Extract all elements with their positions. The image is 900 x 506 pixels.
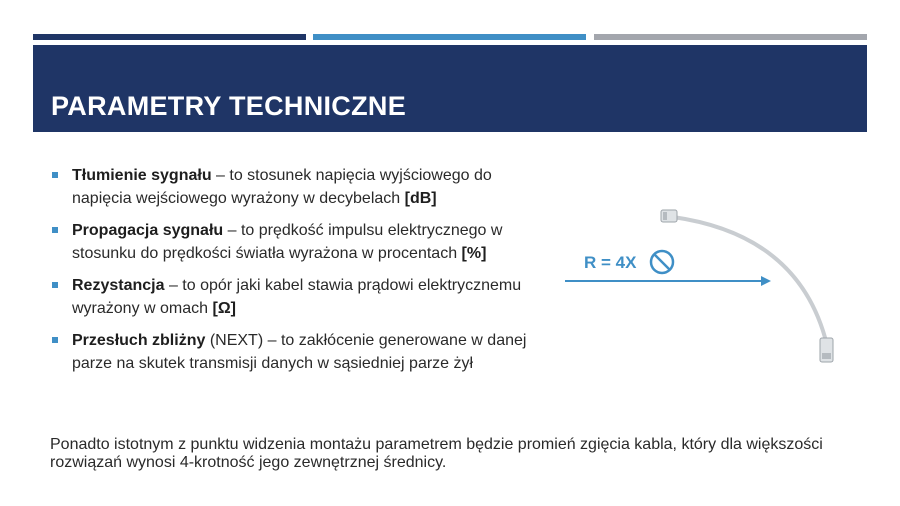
bullet-term: Tłumienie sygnału bbox=[72, 167, 212, 184]
square-bullet-icon bbox=[52, 172, 58, 178]
accent-stripe-dark bbox=[33, 34, 306, 40]
accent-stripe-blue bbox=[313, 34, 586, 40]
bend-radius-illustration bbox=[555, 195, 855, 375]
prohibited-icon bbox=[651, 251, 673, 273]
square-bullet-icon bbox=[52, 337, 58, 343]
bullet-item bbox=[50, 329, 530, 375]
bullet-item bbox=[50, 164, 530, 210]
bullet-definition: (NEXT) – to zakłócenie generowane w danej parze na skutek transmisji danych w sąsiedniej parze żył bbox=[72, 332, 527, 372]
bullet-unit: [dB] bbox=[404, 190, 437, 207]
title-banner bbox=[33, 45, 867, 132]
bullet-term: Przesłuch zbliżny bbox=[72, 332, 206, 349]
bullet-item bbox=[50, 274, 530, 320]
bend-radius-diagram bbox=[555, 195, 855, 375]
accent-stripe-gray bbox=[594, 34, 867, 40]
arrow-right-icon bbox=[565, 276, 771, 286]
bullet-list bbox=[50, 164, 530, 384]
bottom-connector-icon bbox=[820, 338, 833, 362]
bullet-term: Rezystancja bbox=[72, 277, 165, 294]
bullet-definition: – to opór jaki kabel stawia prądowi elektrycznemu wyrażony w omach bbox=[72, 277, 522, 317]
bullet-unit: [Ω] bbox=[212, 300, 236, 317]
summary-paragraph: Ponadto istotnym z punktu widzenia montażu parametrem będzie promień zgięcia kabla, który dla większości rozwiązań wynosi 4-krotność jego zewnętrznej średnicy. bbox=[50, 436, 823, 471]
square-bullet-icon bbox=[52, 227, 58, 233]
bullet-definition: – to stosunek napięcia wyjściowego do napięcia wejściowego wyrażony w decybelach bbox=[72, 167, 492, 207]
bend-radius-label: R = 4X bbox=[584, 253, 637, 272]
slide-title: PARAMETRY TECHNICZNE bbox=[51, 91, 407, 121]
bullet-item bbox=[50, 219, 530, 265]
bullet-unit: [%] bbox=[461, 245, 487, 262]
bullet-term: Propagacja sygnału bbox=[72, 222, 224, 239]
square-bullet-icon bbox=[52, 282, 58, 288]
top-connector-icon bbox=[661, 210, 677, 222]
bullet-definition: – to prędkość impulsu elektrycznego w stosunku do prędkości światła wyrażona w procentach bbox=[72, 222, 503, 262]
